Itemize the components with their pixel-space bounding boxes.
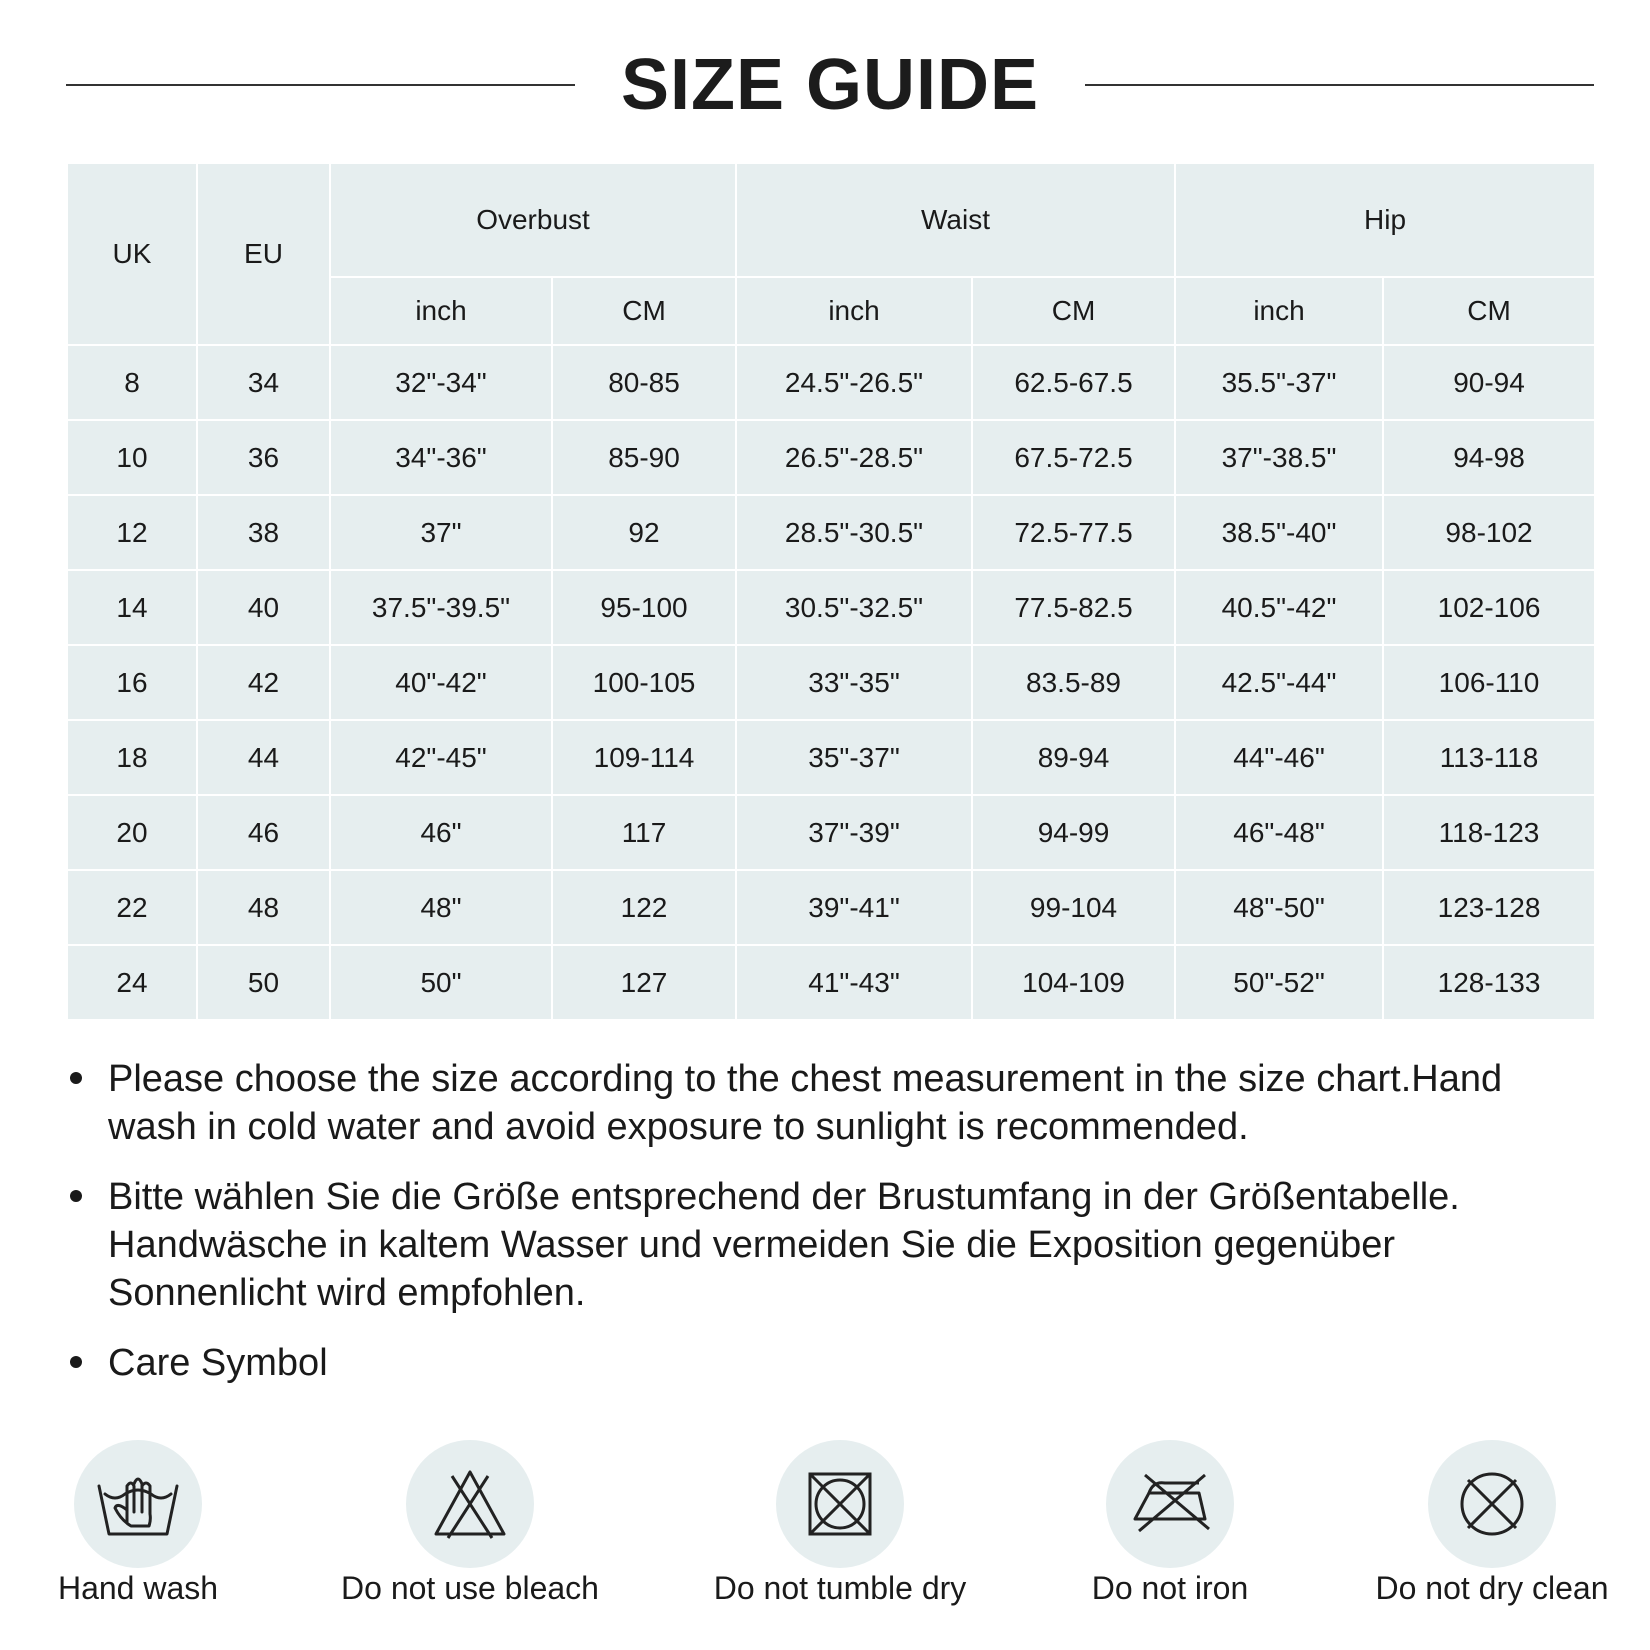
- bullet-icon: [70, 1190, 82, 1202]
- table-cell: 118-123: [1383, 795, 1595, 870]
- table-cell: 50: [197, 945, 330, 1020]
- care-no-bleach: [320, 1440, 620, 1607]
- table-cell: 34: [197, 345, 330, 420]
- care-hand-wash: [0, 1440, 288, 1607]
- table-cell: 67.5-72.5: [972, 420, 1175, 495]
- table-row: [67, 570, 1595, 645]
- table-cell: 89-94: [972, 720, 1175, 795]
- table-cell: 40: [197, 570, 330, 645]
- header-unit: CM: [972, 277, 1175, 345]
- header-uk: UK: [67, 163, 197, 345]
- table-cell: 106-110: [1383, 645, 1595, 720]
- care-no-iron: [1020, 1440, 1320, 1607]
- table-cell: 37"-38.5": [1175, 420, 1383, 495]
- table-cell: 18: [67, 720, 197, 795]
- care-label: Hand wash: [57, 1570, 219, 1606]
- table-cell: 41"-43": [736, 945, 972, 1020]
- table-cell: 32"-34": [330, 345, 552, 420]
- table-cell: 83.5-89: [972, 645, 1175, 720]
- table-cell: 37.5"-39.5": [330, 570, 552, 645]
- bullet-icon: [70, 1072, 82, 1084]
- hand-wash-icon: [74, 1440, 202, 1568]
- table-cell: 33"-35": [736, 645, 972, 720]
- table-cell: 109-114: [552, 720, 736, 795]
- table-cell: 90-94: [1383, 345, 1595, 420]
- size-table: [66, 162, 1596, 1021]
- care-label: Do not use bleach: [341, 1570, 599, 1606]
- table-cell: 14: [67, 570, 197, 645]
- table-cell: 127: [552, 945, 736, 1020]
- table-cell: 123-128: [1383, 870, 1595, 945]
- table-cell: 48: [197, 870, 330, 945]
- table-cell: 40.5"-42": [1175, 570, 1383, 645]
- table-cell: 42"-45": [330, 720, 552, 795]
- table-cell: 46: [197, 795, 330, 870]
- table-cell: 39"-41": [736, 870, 972, 945]
- table-cell: 38: [197, 495, 330, 570]
- no-dry-clean-icon: [1428, 1440, 1556, 1568]
- table-cell: 34"-36": [330, 420, 552, 495]
- table-cell: 48": [330, 870, 552, 945]
- table-cell: 24: [67, 945, 197, 1020]
- table-cell: 98-102: [1383, 495, 1595, 570]
- table-cell: 94-99: [972, 795, 1175, 870]
- care-label: Do not dry clean: [1375, 1570, 1609, 1606]
- header-hip: Hip: [1175, 163, 1595, 277]
- table-cell: 99-104: [972, 870, 1175, 945]
- header-unit: CM: [552, 277, 736, 345]
- table-cell: 62.5-67.5: [972, 345, 1175, 420]
- care-no-dry-clean: [1342, 1440, 1642, 1607]
- table-cell: 42: [197, 645, 330, 720]
- no-tumble-dry-icon: [776, 1440, 904, 1568]
- table-cell: 102-106: [1383, 570, 1595, 645]
- table-cell: 8: [67, 345, 197, 420]
- table-cell: 36: [197, 420, 330, 495]
- table-cell: 37": [330, 495, 552, 570]
- note-item: [66, 1055, 1586, 1151]
- header-unit: inch: [330, 277, 552, 345]
- table-cell: 30.5"-32.5": [736, 570, 972, 645]
- note-text: Bitte wählen Sie die Größe entsprechend der Brustumfang in der Größentabelle. Handwäsche in kaltem Wasser und vermeiden Sie die Exposition gegenüber Sonnenlicht wird empfohlen.: [108, 1176, 1460, 1314]
- table-cell: 12: [67, 495, 197, 570]
- table-cell: 35.5"-37": [1175, 345, 1383, 420]
- table-row: [67, 645, 1595, 720]
- header-unit: inch: [1175, 277, 1383, 345]
- table-cell: 24.5"-26.5": [736, 345, 972, 420]
- table-cell: 117: [552, 795, 736, 870]
- header-unit: CM: [1383, 277, 1595, 345]
- size-table-body: [67, 345, 1595, 1020]
- table-row: [67, 795, 1595, 870]
- care-no-tumble-dry: [690, 1440, 990, 1607]
- table-cell: 44"-46": [1175, 720, 1383, 795]
- table-cell: 50"-52": [1175, 945, 1383, 1020]
- table-cell: 94-98: [1383, 420, 1595, 495]
- table-row: [67, 720, 1595, 795]
- note-item: [66, 1339, 1586, 1387]
- table-cell: 122: [552, 870, 736, 945]
- table-cell: 50": [330, 945, 552, 1020]
- care-label: Do not tumble dry: [713, 1570, 967, 1606]
- header-unit: inch: [736, 277, 972, 345]
- table-row: [67, 495, 1595, 570]
- table-cell: 26.5"-28.5": [736, 420, 972, 495]
- bullet-icon: [70, 1356, 82, 1368]
- no-iron-icon: [1106, 1440, 1234, 1568]
- table-cell: 44: [197, 720, 330, 795]
- table-cell: 28.5"-30.5": [736, 495, 972, 570]
- table-cell: 72.5-77.5: [972, 495, 1175, 570]
- table-cell: 85-90: [552, 420, 736, 495]
- table-cell: 10: [67, 420, 197, 495]
- care-label: Do not iron: [1091, 1570, 1249, 1606]
- title-rule-right: [1085, 84, 1594, 86]
- title-row: [66, 40, 1594, 130]
- table-cell: 95-100: [552, 570, 736, 645]
- table-cell: 128-133: [1383, 945, 1595, 1020]
- header-eu: EU: [197, 163, 330, 345]
- note-item: [66, 1173, 1586, 1317]
- table-cell: 35"-37": [736, 720, 972, 795]
- table-cell: 37"-39": [736, 795, 972, 870]
- table-cell: 104-109: [972, 945, 1175, 1020]
- table-row: [67, 945, 1595, 1020]
- table-cell: 42.5"-44": [1175, 645, 1383, 720]
- table-cell: 77.5-82.5: [972, 570, 1175, 645]
- header-waist: Waist: [736, 163, 1175, 277]
- table-cell: 80-85: [552, 345, 736, 420]
- table-cell: 38.5"-40": [1175, 495, 1383, 570]
- table-cell: 22: [67, 870, 197, 945]
- table-cell: 100-105: [552, 645, 736, 720]
- table-cell: 46": [330, 795, 552, 870]
- title-rule-left: [66, 84, 575, 86]
- table-cell: 92: [552, 495, 736, 570]
- table-row: [67, 420, 1595, 495]
- table-row: [67, 345, 1595, 420]
- table-cell: 40"-42": [330, 645, 552, 720]
- notes-list: [66, 1055, 1586, 1409]
- header-overbust: Overbust: [330, 163, 736, 277]
- note-text: Please choose the size according to the chest measurement in the size chart.Hand wash in cold water and avoid exposure to sunlight is recommended.: [108, 1058, 1503, 1148]
- note-text: Care Symbol: [108, 1342, 328, 1384]
- table-cell: 16: [67, 645, 197, 720]
- table-cell: 20: [67, 795, 197, 870]
- page-title: SIZE GUIDE: [620, 45, 1040, 125]
- table-cell: 46"-48": [1175, 795, 1383, 870]
- table-cell: 113-118: [1383, 720, 1595, 795]
- table-row: [67, 870, 1595, 945]
- table-cell: 48"-50": [1175, 870, 1383, 945]
- no-bleach-icon: [406, 1440, 534, 1568]
